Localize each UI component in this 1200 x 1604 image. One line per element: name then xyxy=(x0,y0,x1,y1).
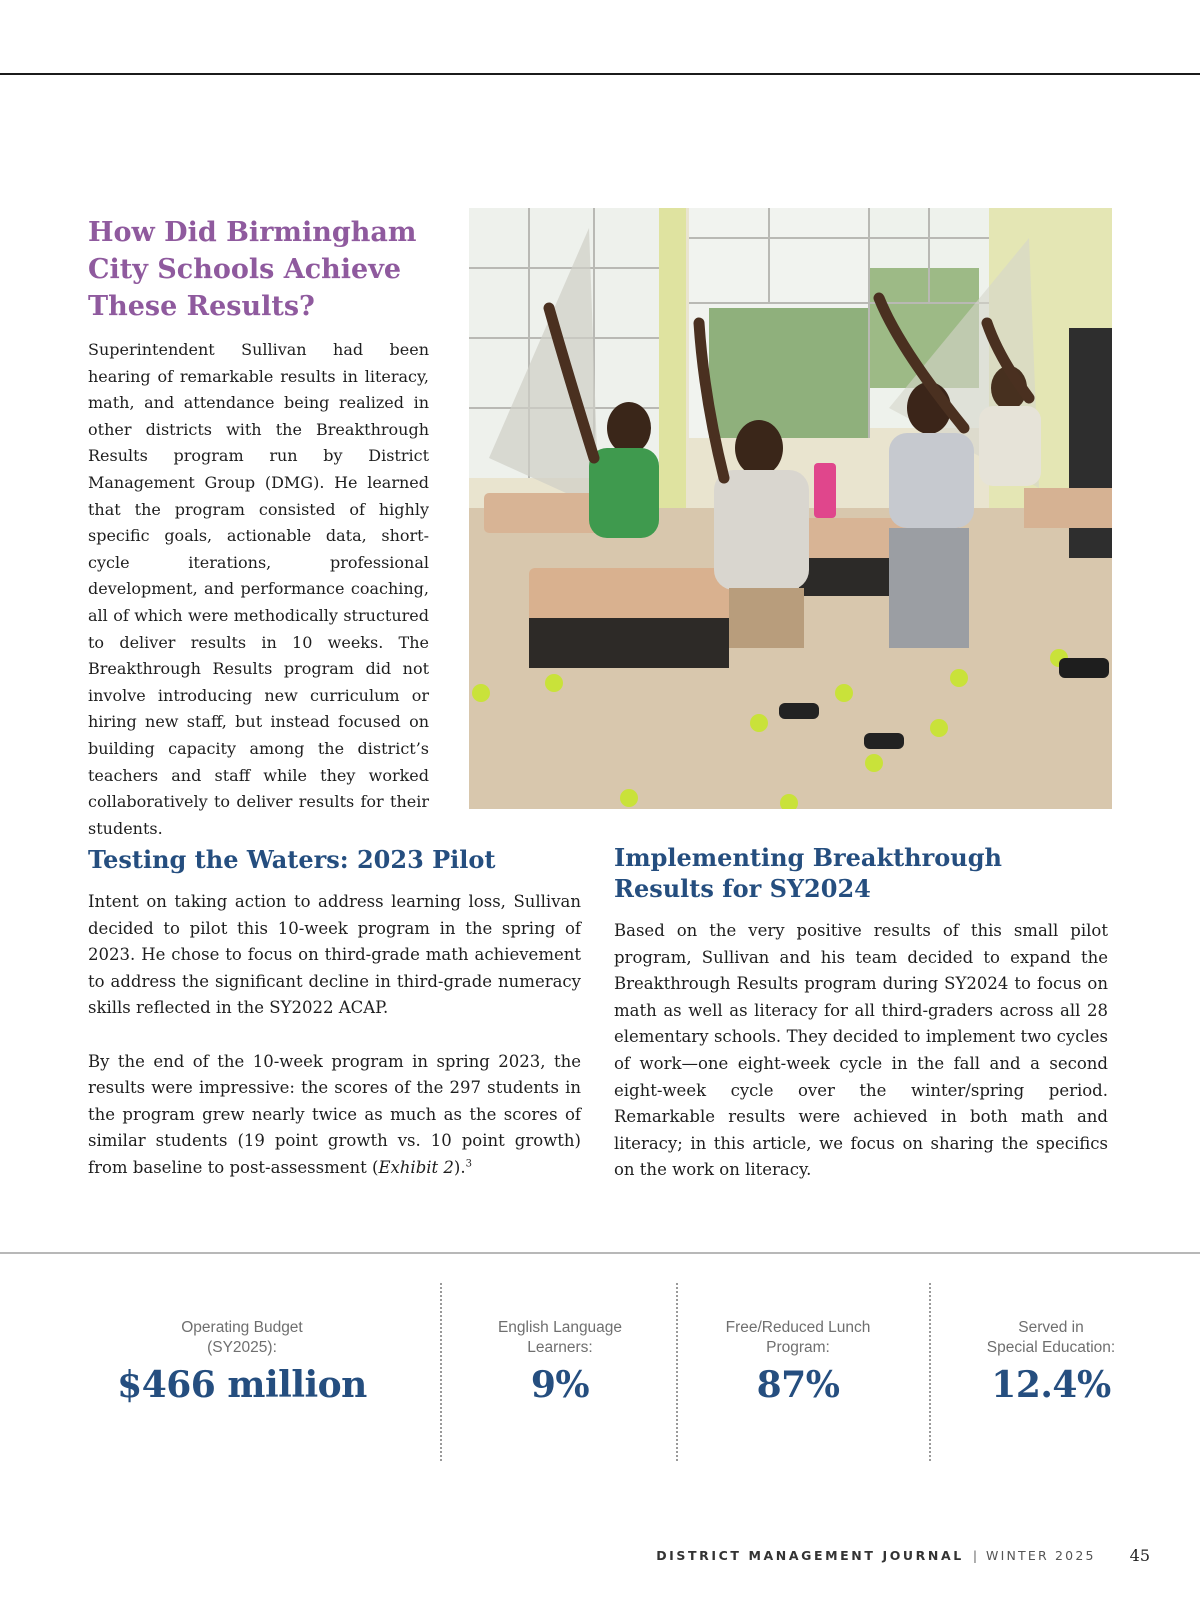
section-sy2024 xyxy=(614,842,1108,1184)
pilot-paragraph-1: Intent on taking action to address learning loss, Sullivan decided to pilot this 10-week program in the spring of 2023. He chose to focus on third-grade math achievement to address the significant decline in third-grade numeracy skills reflected in the SY2022 ACAP. xyxy=(88,892,581,1018)
stat-separator xyxy=(929,1283,931,1461)
stat-english-learners xyxy=(462,1318,658,1406)
stat-value: $466 million xyxy=(117,1364,367,1406)
top-rule xyxy=(0,73,1200,75)
stat-label: Operating Budget (SY2025): xyxy=(181,1319,303,1356)
stats-divider xyxy=(0,1252,1200,1254)
exhibit-reference: Exhibit 2 xyxy=(378,1157,454,1177)
pilot-paragraph-2-text: By the end of the 10-week program in spring 2023, the results were impressive: the scores of the 297 students in the program grew nearly twice as much as the scores of similar students (19 point growth vs. 10 point growth) from baseline to post-assessment ( xyxy=(88,1051,581,1177)
stat-label: Free/Reduced Lunch Program: xyxy=(725,1319,871,1356)
stat-value: 9% xyxy=(530,1364,590,1406)
pilot-paragraph-2-end: ). xyxy=(453,1157,466,1177)
page-footer xyxy=(656,1545,1150,1565)
sy2024-body-text: Based on the very positive results of this small pilot program, Sullivan and his team decided to expand the Breakthrough Results program during SY2024 to focus on math as well as literacy for all third-graders across all 28 elementary schools. They decided to implement two cycles of work—one eight-week cycle in the fall and a second eight-week cycle over the winter/spring period. Remarkable results were achieved in both math and literacy; in this article, we focus on sharing the specifics on the work on literacy. xyxy=(614,921,1108,1180)
classroom-photo xyxy=(469,208,1112,809)
intro-body-text: Superintendent Sullivan had been hearing of remarkable results in literacy, math, and attendance being realized in other districts with the Breakthrough Results program run by District Management Group (DMG). He learned that the program consisted of highly specific goals, actionable data, short-cycle iterations, professional development, and performance coaching, all of which were methodically structured to deliver results in 10 weeks. The Breakthrough Results program did not involve introducing new curriculum or hiring new staff, but instead focused on building capacity among the district’s teachers and staff while they worked collaboratively to deliver results for their students. xyxy=(88,340,429,838)
page-number: 45 xyxy=(1129,1545,1150,1565)
stat-value: 87% xyxy=(756,1364,840,1406)
stat-separator xyxy=(676,1283,678,1461)
journal-name: DISTRICT MANAGEMENT JOURNAL xyxy=(656,1547,964,1563)
stat-operating-budget xyxy=(112,1318,372,1406)
stat-separator xyxy=(440,1283,442,1461)
pilot-paragraph-2 xyxy=(88,1049,581,1182)
section-pilot xyxy=(88,844,581,1182)
footnote-marker: 3 xyxy=(465,1158,472,1170)
stat-label: English Language Learners: xyxy=(497,1319,623,1356)
section-heading-sy2024: Implementing Breakthrough Results for SY2024 xyxy=(614,843,1002,903)
section-heading-pilot: Testing the Waters: 2023 Pilot xyxy=(88,845,496,874)
issue-label: WINTER 2025 xyxy=(986,1547,1096,1563)
stat-value: 12.4% xyxy=(991,1364,1111,1406)
footer-separator: | xyxy=(972,1547,978,1563)
stat-special-education xyxy=(953,1318,1149,1406)
section-heading-intro: How Did Birmingham City Schools Achieve These Results? xyxy=(88,217,417,322)
stat-free-reduced-lunch xyxy=(700,1318,896,1406)
stat-label: Served in Special Education: xyxy=(986,1319,1116,1356)
